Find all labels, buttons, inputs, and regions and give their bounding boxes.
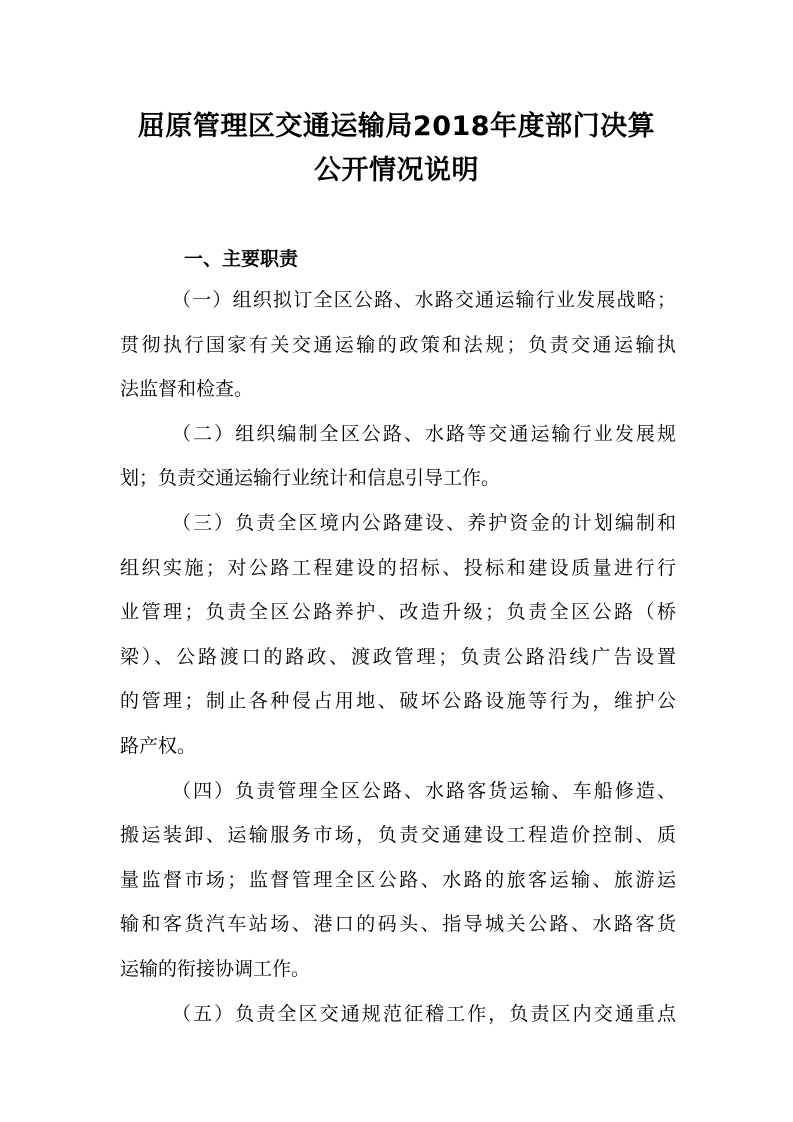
- paragraph-line: 运输的衔接协调工作。: [120, 957, 311, 980]
- paragraph-line: 输和客货汽车站场、港口的码头、指导城关公路、水路客货: [120, 913, 676, 936]
- paragraph-line: （四）负责管理全区公路、水路客货运输、车船修造、: [172, 779, 676, 802]
- paragraph-line: 业管理；负责全区公路养护、改造升级；负责全区公路（桥: [120, 601, 676, 624]
- paragraph-line: （五）负责全区交通规范征稽工作，负责区内交通重点: [172, 1003, 676, 1025]
- paragraph-line: 梁）、公路渡口的路政、渡政管理；负责公路沿线广告设置: [120, 645, 676, 668]
- paragraph-line: 划；负责交通运输行业统计和信息引导工作。: [120, 467, 501, 490]
- document-title-line-1: 屈原管理区交通运输局2018年度部门决算: [137, 111, 656, 142]
- paragraph-line: 法监督和检查。: [120, 378, 254, 401]
- paragraph-line: （一）组织拟订全区公路、水路交通运输行业发展战略；: [172, 289, 676, 311]
- paragraph-line: 的管理；制止各种侵占用地、破坏公路设施等行为，维护公: [120, 690, 676, 713]
- document-title-line-2: 公开情况说明: [314, 155, 479, 186]
- paragraph-line: 搬运装卸、运输服务市场，负责交通建设工程造价控制、质: [120, 824, 676, 847]
- paragraph-line: 量监督市场；监督管理全区公路、水路的旅客运输、旅游运: [120, 868, 676, 891]
- section-heading-main-duties: 一、主要职责: [184, 248, 299, 270]
- paragraph-4: [120, 769, 676, 992]
- paragraph-line: 路产权。: [120, 734, 197, 757]
- paragraph-1: [120, 278, 676, 412]
- paragraph-5: [120, 992, 676, 1037]
- paragraph-line: （二）组织编制全区公路、水路等交通运输行业发展规: [172, 422, 676, 445]
- paragraph-line: （三）负责全区境内公路建设、养护资金的计划编制和: [172, 512, 676, 534]
- paragraph-3: [120, 501, 676, 769]
- paragraph-2: [120, 412, 676, 501]
- paragraph-line: 贯彻执行国家有关交通运输的政策和法规；负责交通运输执: [120, 333, 676, 356]
- paragraph-line: 组织实施；对公路工程建设的招标、投标和建设质量进行行: [120, 556, 676, 579]
